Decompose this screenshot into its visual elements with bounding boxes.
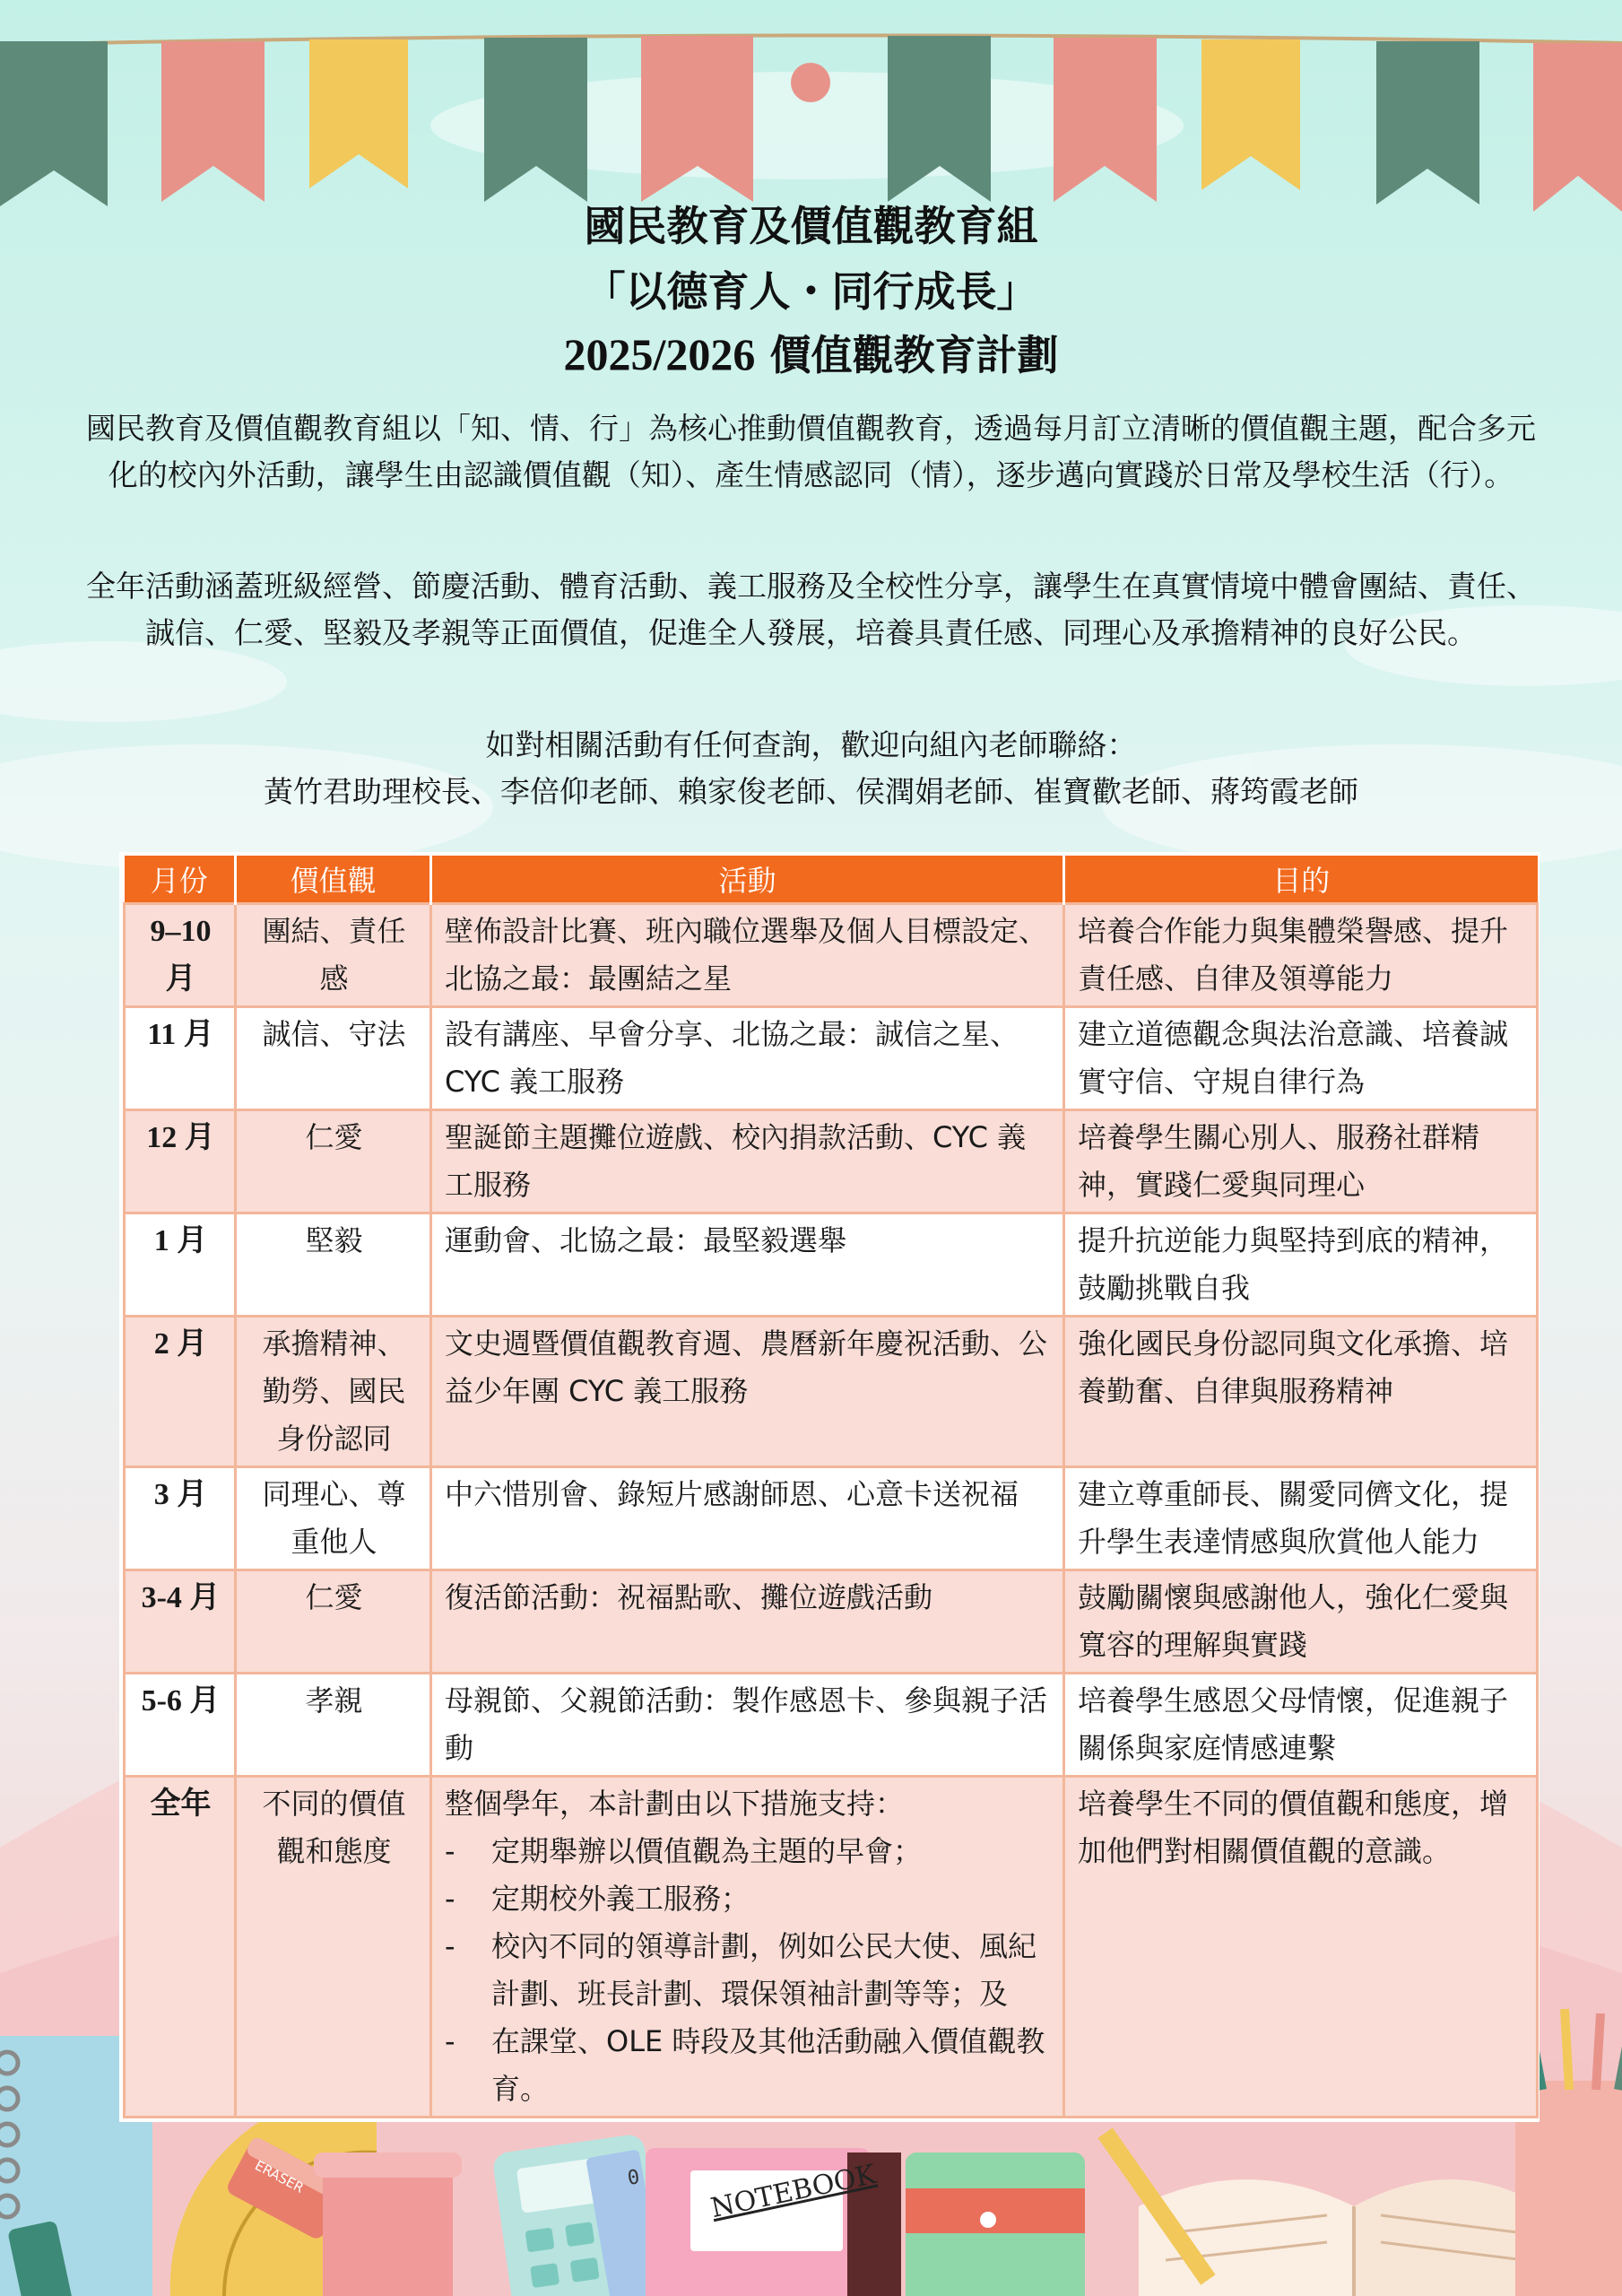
table-row — [125, 1317, 1538, 1467]
title-line-2: 「以德育人・同行成長」 — [584, 267, 1038, 316]
row-value: 誠信、守法 — [236, 1007, 431, 1110]
row-value: 孝親 — [236, 1674, 431, 1777]
row-month: 2 月 — [125, 1317, 236, 1467]
row-goal: 提升抗逆能力與堅持到底的精神，鼓勵挑戰自我 — [1064, 1213, 1538, 1317]
list-item — [445, 1875, 1052, 1923]
plan-table-container — [119, 852, 1540, 2122]
row-goal: 培養學生關心別人、服務社群精神，實踐仁愛與同理心 — [1064, 1110, 1538, 1213]
list-item-text: 校內不同的領導計劃，例如公民大使、風紀計劃、班長計劃、環保領袖計劃等等；及 — [491, 1929, 1037, 2011]
list-item-text: 定期舉辦以價值觀為主題的早會； — [491, 1834, 923, 1868]
bullet-dash: - — [445, 1834, 455, 1868]
table-row — [125, 904, 1538, 1007]
row-activity: 壁佈設計比賽、班內職位選舉及個人目標設定、北協之最：最團結之星 — [431, 904, 1064, 1007]
table-row — [125, 1213, 1538, 1317]
bullet-dash: - — [445, 1929, 455, 1963]
row-value: 同理心、尊重他人 — [236, 1467, 431, 1570]
row-goal: 培養合作能力與集體榮譽感、提升責任感、自律及領導能力 — [1064, 904, 1538, 1007]
title-plan-name: 價值觀教育計劃 — [755, 331, 1059, 379]
row-month: 全年 — [125, 1777, 236, 2118]
row-month: 5-6 月 — [125, 1674, 236, 1777]
list-item-text: 在課堂、OLE 時段及其他活動融入價值觀教育。 — [491, 2024, 1045, 2106]
row-goal: 建立道德觀念與法治意識、培養誠實守信、守規自律行為 — [1064, 1007, 1538, 1110]
row-month: 11 月 — [125, 1007, 236, 1110]
bullet-dash: - — [445, 2024, 455, 2058]
row-goal: 強化國民身份認同與文化承擔、培養勤奮、自律與服務精神 — [1064, 1317, 1538, 1467]
row-value: 團結、責任感 — [236, 904, 431, 1007]
table-row — [125, 1110, 1538, 1213]
plan-table — [123, 856, 1539, 2118]
row-month: 12 月 — [125, 1110, 236, 1213]
row-month: 1 月 — [125, 1213, 236, 1317]
table-row — [125, 1570, 1538, 1674]
title-year: 2025/2026 — [563, 329, 756, 379]
row-value: 堅毅 — [236, 1213, 431, 1317]
table-row — [125, 1674, 1538, 1777]
notebook-label: NOTEBOOK — [707, 2159, 879, 2225]
bullet-dash: - — [445, 1882, 455, 1916]
row-goal: 培養學生不同的價值觀和態度，增加他們對相關價值觀的意識。 — [1064, 1777, 1538, 2118]
row-activity: 運動會、北協之最：最堅毅選舉 — [431, 1213, 1064, 1317]
row-goal: 培養學生感恩父母情懷，促進親子關係與家庭情感連繫 — [1064, 1674, 1538, 1777]
table-row — [125, 1007, 1538, 1110]
row-value: 不同的價值觀和態度 — [236, 1777, 431, 2118]
title-line-1: 國民教育及價值觀教育組 — [584, 202, 1038, 250]
title-line-3 — [0, 327, 1622, 382]
row-activity: 中六惜別會、錄短片感謝師恩、心意卡送祝福 — [431, 1467, 1064, 1570]
calculator-display: 0 — [626, 2166, 641, 2190]
list-item-text: 定期校外義工服務； — [491, 1882, 750, 1916]
table-header-row — [125, 856, 1538, 904]
row-month: 3-4 月 — [125, 1570, 236, 1674]
header-month: 月份 — [125, 856, 236, 904]
header-goal: 目的 — [1064, 856, 1538, 904]
row-activity: 設有講座、早會分享、北協之最：誠信之星、CYC 義工服務 — [431, 1007, 1064, 1110]
list-item — [445, 2018, 1052, 2113]
table-row — [125, 1777, 1538, 2118]
intro-paragraph-2: 全年活動涵蓋班級經營、節慶活動、體育活動、義工服務及全校性分享，讓學生在真實情境中體會團結、責任、誠信、仁愛、堅毅及孝親等正面價值，促進全人發展，培養具責任感、同理心及承擔精神的良好公民。 — [86, 569, 1536, 650]
row-value: 仁愛 — [236, 1110, 431, 1213]
row-activity: 復活節活動：祝福點歌、攤位遊戲活動 — [431, 1570, 1064, 1674]
row-value: 仁愛 — [236, 1570, 431, 1674]
row-goal: 建立尊重師長、關愛同儕文化，提升學生表達情感與欣賞他人能力 — [1064, 1467, 1538, 1570]
row-activity: 聖誕節主題攤位遊戲、校內捐款活動、CYC 義工服務 — [431, 1110, 1064, 1213]
list-item — [445, 1828, 1052, 1875]
row-value: 承擔精神、勤勞、國民身份認同 — [236, 1317, 431, 1467]
row-goal: 鼓勵關懷與感謝他人，強化仁愛與寬容的理解與實踐 — [1064, 1570, 1538, 1674]
header-value: 價值觀 — [236, 856, 431, 904]
contact-heading: 如對相關活動有任何查詢，歡迎向組內老師聯絡： — [485, 727, 1137, 762]
row-month: 9–10 月 — [125, 904, 236, 1007]
row-activity — [431, 1777, 1064, 2118]
row-activity: 母親節、父親節活動：製作感恩卡、參與親子活動 — [431, 1674, 1064, 1777]
activity-intro: 整個學年，本計劃由以下措施支持： — [445, 1787, 905, 1821]
list-item — [445, 1923, 1052, 2018]
contact-teachers: 黃竹君助理校長、李倍仰老師、賴家俊老師、侯潤娟老師、崔寶歡老師、蔣筠霞老師 — [264, 774, 1358, 809]
row-activity: 文史週暨價值觀教育週、農曆新年慶祝活動、公益少年團 CYC 義工服務 — [431, 1317, 1064, 1467]
table-row — [125, 1467, 1538, 1570]
eraser-label: ERASER — [252, 2157, 307, 2196]
intro-paragraph-1: 國民教育及價值觀教育組以「知、情、行」為核心推動價值觀教育，透過每月訂立清晰的價值觀主題，配合多元化的校內外活動，讓學生由認識價值觀（知）、產生情感認同（情），逐步邁向實踐於日常及學校生活（行）。 — [86, 411, 1536, 492]
row-month: 3 月 — [125, 1467, 236, 1570]
header-activity: 活動 — [431, 856, 1064, 904]
